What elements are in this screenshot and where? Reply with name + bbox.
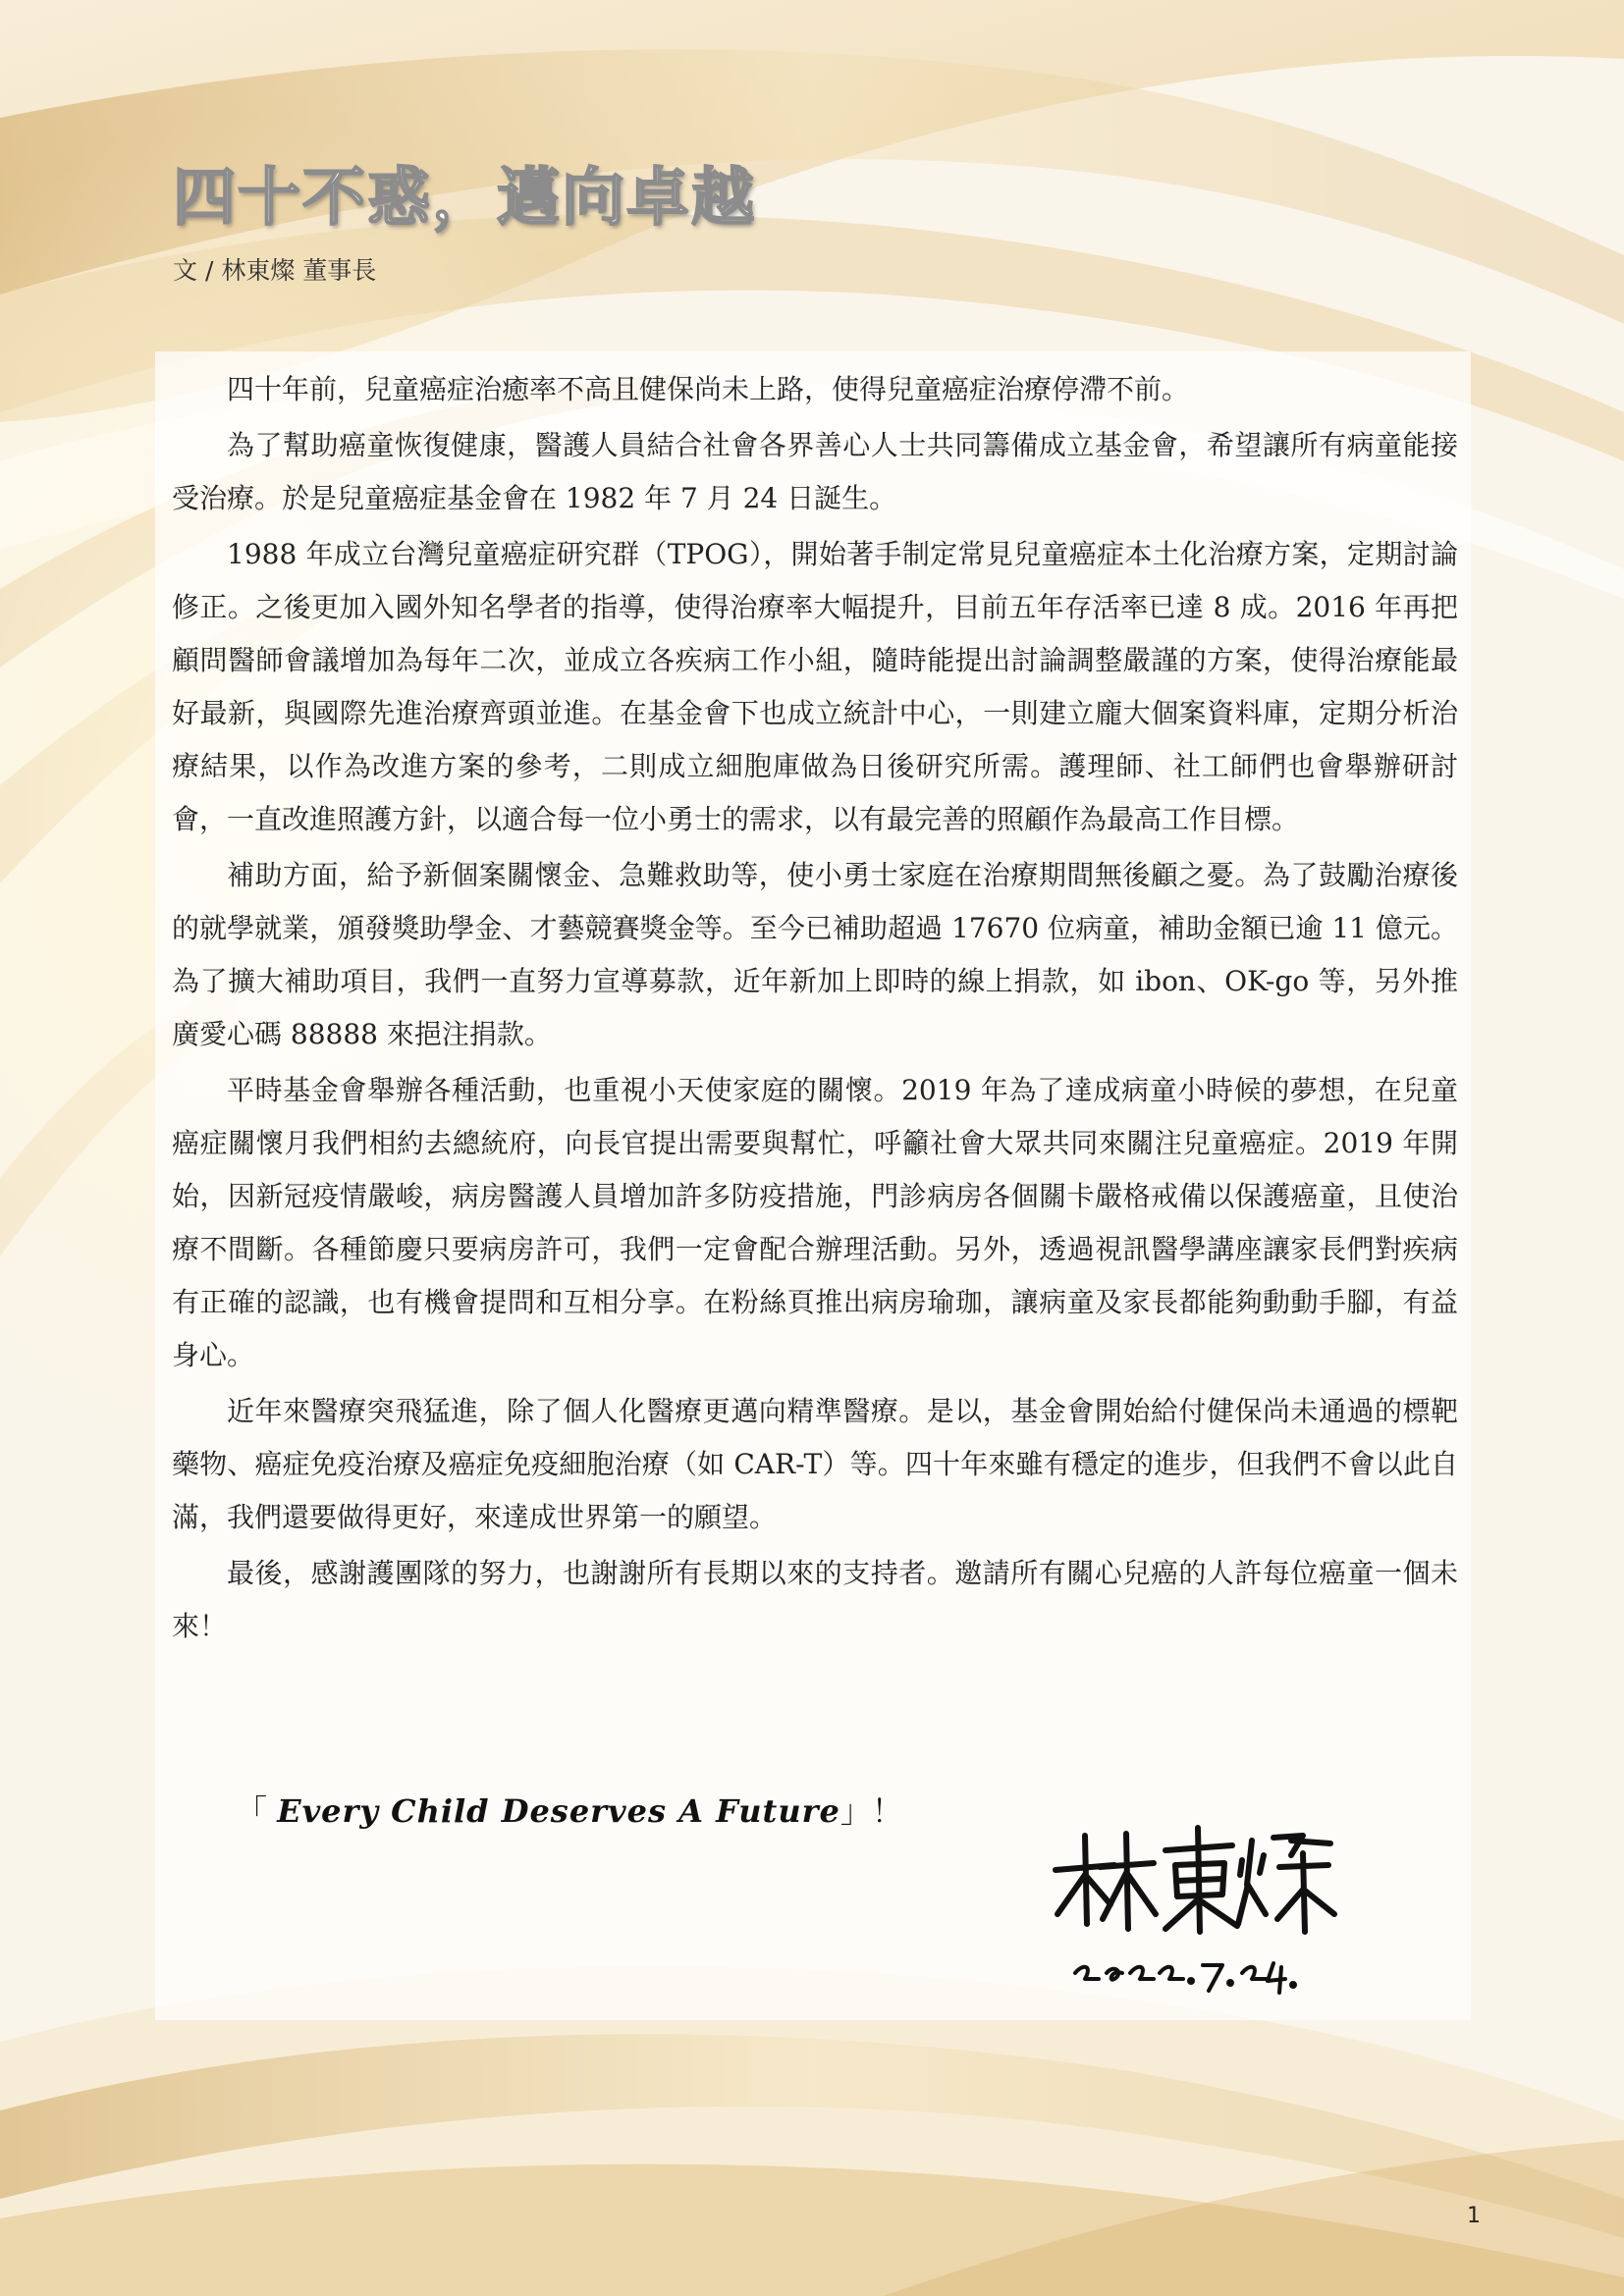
motto-close-quote: 」！ (839, 1792, 903, 1830)
page-title: 四十不惑，邁向卓越 (173, 162, 756, 235)
paragraph-1: 四十年前，兒童癌症治癒率不高且健保尚未上路，使得兒童癌症治療停滯不前。 (227, 373, 1190, 405)
motto-open-quote: 「 (236, 1792, 268, 1830)
author-byline: 文 / 林東燦 董事長 (173, 256, 377, 285)
paragraph-4: 補助方面，給予新個案關懷金、急難救助等，使小勇士家庭在治療期間無後顧之憂。為了鼓勵治療後的就學就業，頒發獎助學金、才藝競賽獎金等。至今已補助超過 17670 位病童，補助金額已逾 11 億元。 為了擴大補助項目，我們一直努力宣導募款，近年新加上即時的線上捐款，如 ibon、OK-go 等，另外推廣愛心碼 88888 來挹注捐款。 (172, 859, 1458, 1050)
paragraph-5: 平時基金會舉辦各種活動，也重視小天使家庭的關懷。2019 年為了達成病童小時候的夢想，在兒童癌症關懷月我們相約去總統府，向長官提出需要與幫忙，呼籲社會大眾共同來關注兒童癌症。2019 年開始，因新冠疫情嚴峻，病房醫護人員增加許多防疫措施，門診病房各個關卡嚴格戒備以保護癌童，且使治療不間斷。各種節慶只要病房許可，我們一定會配合辦理活動。另外，透過視訊醫學講座讓家長們對疾病有正確的認識，也有機會提問和互相分享。在粉絲頁推出病房瑜珈，讓病童及家長都能夠動動手腳，有益身心。 (172, 1074, 1458, 1371)
paragraph-7: 最後，感謝護團隊的努力，也謝謝所有長期以來的支持者。邀請所有關心兒癌的人許每位癌童一個未來！ (172, 1557, 1458, 1642)
paragraph-2: 為了幫助癌童恢復健康，醫護人員結合社會各界善心人士共同籌備成立基金會，希望讓所有病童能接受治療。於是兒童癌症基金會在 1982 年 7 月 24 日誕生。 (172, 429, 1458, 514)
article-body (172, 363, 1458, 1656)
paragraph-6: 近年來醫療突飛猛進，除了個人化醫療更邁向精準醫療。是以，基金會開始給付健保尚未通過的標靶藥物、癌症免疫治療及癌症免疫細胞治療（如 CAR-T）等。四十年來雖有穩定的進步，但我們不會以此自滿，我們還要做得更好，來達成世界第一的願望。 (172, 1395, 1458, 1533)
motto-text: Every Child Deserves A Future (277, 1792, 840, 1830)
page-number: 1 (1467, 2204, 1481, 2228)
handwritten-signature (1046, 1816, 1340, 2012)
paragraph-3: 1988 年成立台灣兒童癌症研究群（TPOG），開始著手制定常見兒童癌症本土化治療方案，定期討論修正。之後更加入國外知名學者的指導，使得治療率大幅提升，目前五年存活率已達 8 成。2016 年再把顧問醫師會議增加為每年二次，並成立各疾病工作小組，隨時能提出討論調整嚴謹的方案，使得治療能最好最新，與國際先進治療齊頭並進。在基金會下也成立統計中心，一則建立龐大個案資料庫，定期分析治療結果，以作為改進方案的參考，二則成立細胞庫做為日後研究所需。護理師、社工師們也會舉辦研討會，一直改進照護方針，以適合每一位小勇士的需求，以有最完善的照顧作為最高工作目標。 (172, 538, 1458, 835)
motto (236, 1787, 903, 1832)
